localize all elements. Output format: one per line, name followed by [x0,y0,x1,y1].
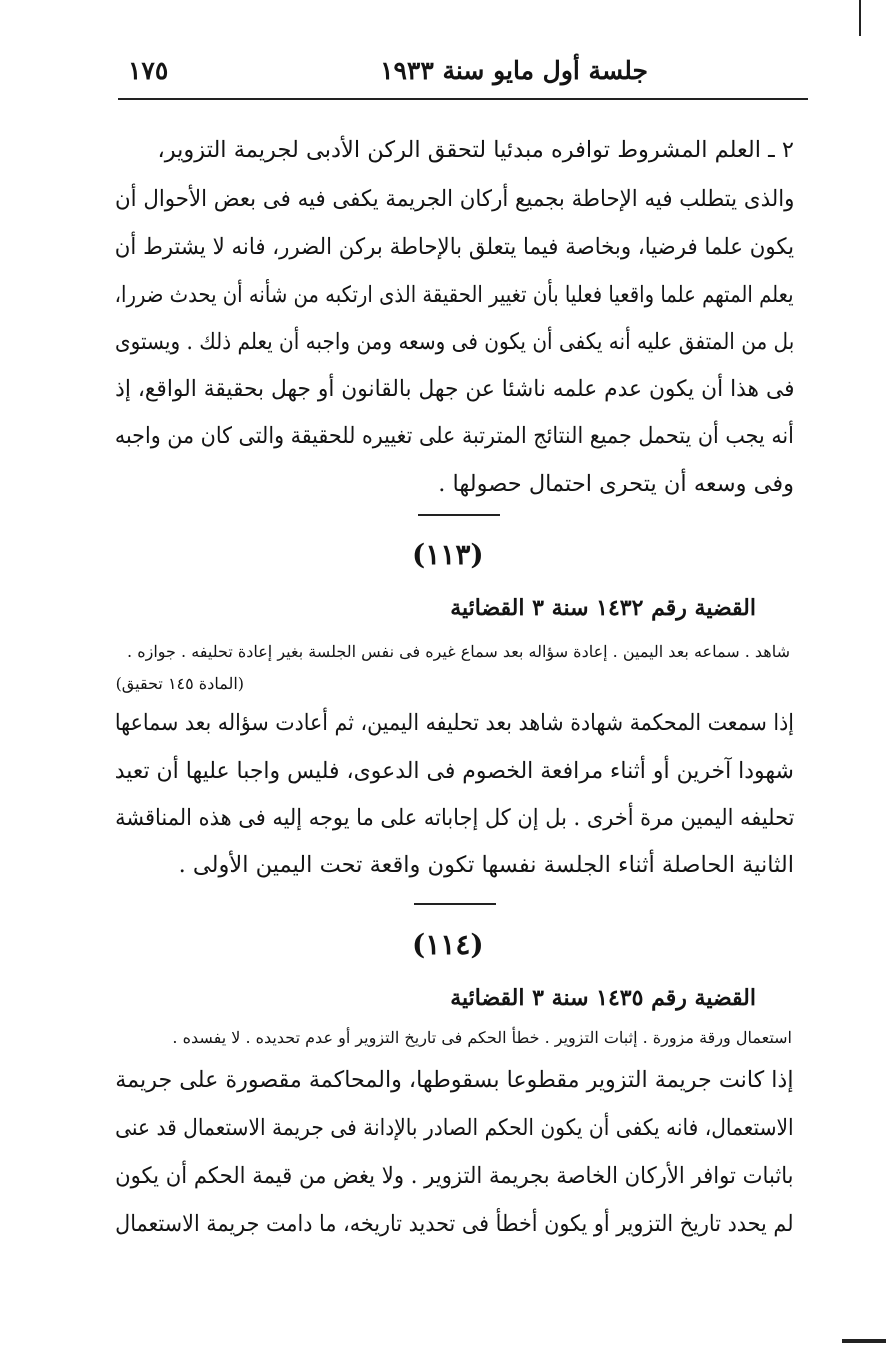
running-title: جلسة أول مايو سنة ١٩٣٣ [380,56,648,85]
paragraph-line: يعلم المتهم علما واقعيا فعليا بأن تغيير الحقيقة الذى ارتكبه من شأنه أن يحدث ضررا، [115,282,794,308]
scan-edge-mark [859,0,861,36]
page-number: ١٧٥ [128,56,169,85]
paragraph-line: شهودا آخرين أو أثناء مرافعة الخصوم فى الدعوى، فليس واجبا عليها أن تعيد [114,758,794,784]
section-divider [414,903,496,905]
scan-edge-mark [842,1339,886,1343]
paragraph-line: بل من المتفق عليه أنه يكفى أن يكون فى وسعه ومن واجبه أن يعلم ذلك . ويستوى [114,329,794,355]
paragraph-line: الثانية الحاصلة أثناء الجلسة نفسها تكون واقعة تحت اليمين الأولى . [178,852,794,878]
paragraph-line: ٢ ـ العلم المشروط توافره مبدئيا لتحقق الركن الأدبى لجريمة التزوير، [157,137,794,163]
case-summary-line: شاهد . سماعه بعد اليمين . إعادة سؤاله بعد سماع غيره فى نفس الجلسة بغير إعادة تحليفه . جوازه . [127,642,790,661]
paragraph-line: أنه يجب أن يتحمل جميع النتائج المترتبة على تغييره للحقيقة والتى كان من واجبه [114,423,794,449]
case-heading: القضية رقم ١٤٣٢ سنة ٣ القضائية [450,595,756,621]
paragraph-line: وفى وسعه أن يتحرى احتمال حصولها . [438,471,794,497]
case-summary-line: استعمال ورقة مزورة . إثبات التزوير . خطأ الحكم فى تاريخ التزوير أو عدم تحديده . لا يفسده . [172,1028,792,1047]
case-summary-reference: (المادة ١٤٥ تحقيق) [115,674,244,693]
paragraph-line: فى هذا أن يكون عدم علمه ناشئا عن جهل بالقانون أو جهل بحقيقة الواقع، إذ [114,376,794,402]
section-divider [418,514,500,516]
case-number: (١١٤) [412,928,484,961]
case-heading: القضية رقم ١٤٣٥ سنة ٣ القضائية [450,985,756,1011]
paragraph-line: يكون علما فرضيا، وبخاصة فيما يتعلق بالإحاطة بركن الضرر، فانه لا يشترط أن [114,234,794,260]
paragraph-line: باثبات توافر الأركان الخاصة بجريمة التزوير . ولا يغض من قيمة الحكم أن يكون [115,1163,794,1189]
case-number: (١١٣) [412,538,484,571]
paragraph-line: إذا سمعت المحكمة شهادة شاهد بعد تحليفه اليمين، ثم أعادت سؤاله بعد سماعها [114,710,794,736]
paragraph-line: إذا كانت جريمة التزوير مقطوعا بسقوطها، والمحاكمة مقصورة على جريمة [115,1067,794,1093]
page-header [118,50,808,100]
paragraph-line: تحليفه اليمين مرة أخرى . بل إن كل إجاباته على ما يوجه إليه فى هذه المناقشة [114,805,794,831]
paragraph-line: الاستعمال، فانه يكفى أن يكون الحكم الصادر بالإدانة فى جريمة الاستعمال قد عنى [115,1115,794,1141]
paragraph-line: والذى يتطلب فيه الإحاطة بجميع أركان الجريمة يكفى فيه فى بعض الأحوال أن [114,186,794,212]
paragraph-line: لم يحدد تاريخ التزوير أو يكون أخطأ فى تحديد تاريخه، ما دامت جريمة الاستعمال [115,1211,794,1237]
